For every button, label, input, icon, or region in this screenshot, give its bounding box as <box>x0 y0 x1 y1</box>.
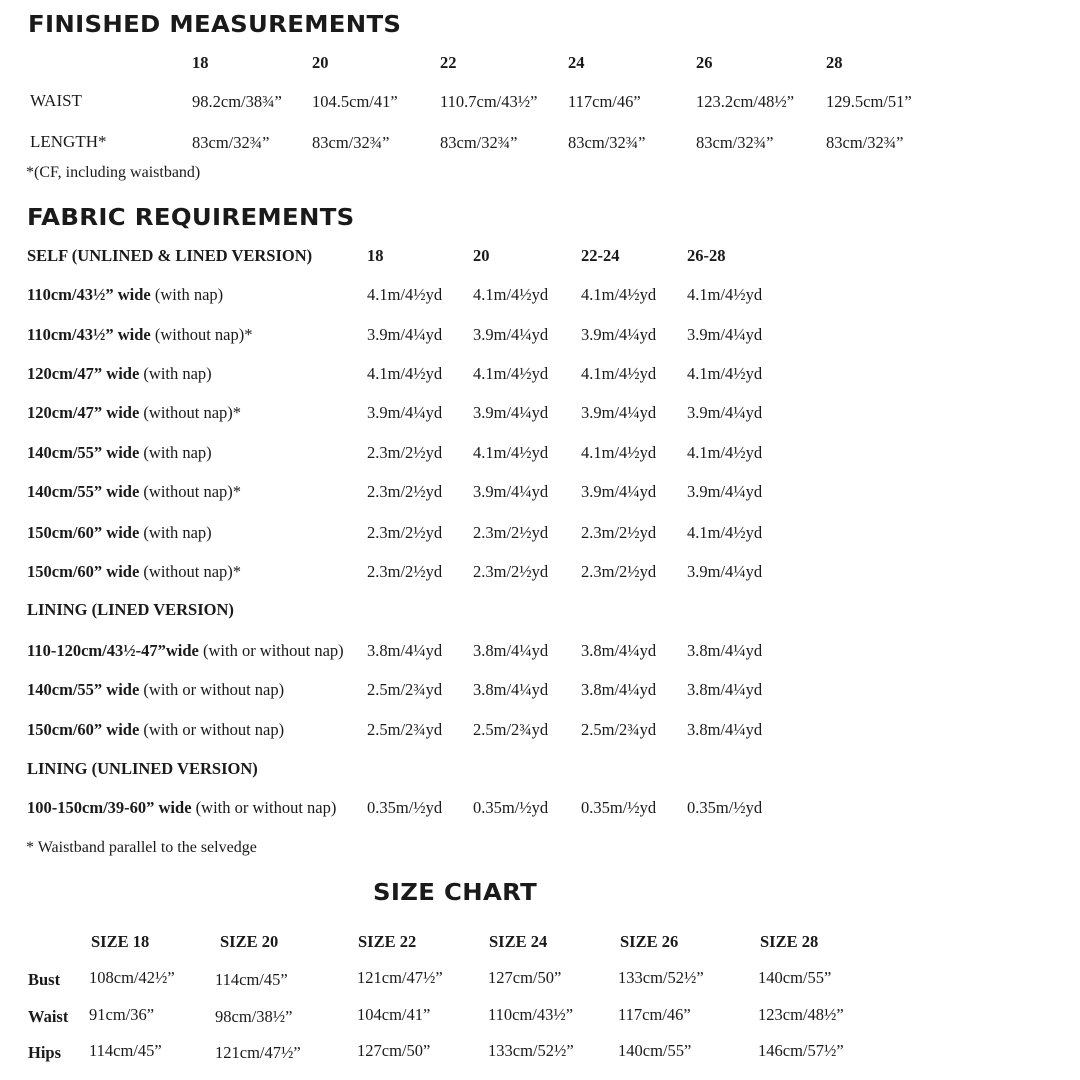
fabric-cell: 3.8m/4¼yd <box>581 680 657 699</box>
fabric-row-label <box>27 403 241 423</box>
fabric-row-label <box>27 641 344 661</box>
size-chart-header: SIZE 22 <box>358 932 417 951</box>
fabric-cell: 3.8m/4¼yd <box>687 720 763 739</box>
fabric-cell: 2.3m/2½yd <box>473 523 549 542</box>
size-chart-cell: 133cm/52½” <box>488 1041 574 1060</box>
size-chart-row-label: Bust <box>28 970 61 989</box>
size-chart-cell: 127cm/50” <box>488 968 562 987</box>
fabric-nap-detail: (with or without nap) <box>139 720 285 739</box>
fabric-cell: 2.3m/2½yd <box>367 523 443 542</box>
fabric-width: 120cm/47” wide <box>27 364 140 383</box>
fabric-cell: 4.1m/4½yd <box>687 285 763 304</box>
size-chart-header: SIZE 20 <box>220 932 279 951</box>
size-chart-cell: 121cm/47½” <box>215 1043 301 1062</box>
fabric-cell: 4.1m/4½yd <box>581 285 657 304</box>
size-chart-cell: 114cm/45” <box>89 1041 162 1060</box>
fabric-cell: 3.8m/4¼yd <box>581 641 657 660</box>
fabric-cell: 2.5m/2¾yd <box>367 680 443 699</box>
finished-size-header: 24 <box>568 53 585 72</box>
fabric-nap-detail: (with or without nap) <box>191 798 337 817</box>
fabric-cell: 4.1m/4½yd <box>367 285 443 304</box>
finished-footnote: *(CF, including waistband) <box>26 164 201 181</box>
finished-cell: 83cm/32¾” <box>312 133 390 152</box>
finished-cell: 83cm/32¾” <box>440 133 518 152</box>
size-chart-cell: 140cm/55” <box>618 1041 692 1060</box>
fabric-row-label <box>27 680 284 700</box>
fabric-cell: 2.3m/2½yd <box>581 523 657 542</box>
fabric-nap-detail: (with or without nap) <box>198 641 344 660</box>
fabric-nap-detail: (without nap)* <box>139 562 242 581</box>
self-section-label: SELF (UNLINED & LINED VERSION) <box>27 246 313 265</box>
finished-cell: 129.5cm/51” <box>826 92 912 111</box>
finished-size-header: 28 <box>826 53 843 72</box>
size-chart-heading: SIZE CHART <box>373 880 538 906</box>
size-chart-cell: 146cm/57½” <box>758 1041 844 1060</box>
fabric-row-label <box>27 523 212 543</box>
size-chart-row-label: Hips <box>28 1043 62 1062</box>
fabric-row-label <box>27 285 223 305</box>
finished-size-header: 26 <box>696 53 713 72</box>
size-chart-header: SIZE 18 <box>91 932 150 951</box>
fabric-size-header: 20 <box>473 246 490 265</box>
fabric-size-header: 18 <box>367 246 384 265</box>
fabric-cell: 3.9m/4¼yd <box>581 482 657 501</box>
fabric-size-header: 22-24 <box>581 246 620 265</box>
size-chart-cell: 98cm/38½” <box>215 1007 293 1026</box>
fabric-cell: 3.9m/4¼yd <box>687 403 763 422</box>
fabric-cell: 4.1m/4½yd <box>473 285 549 304</box>
size-chart-cell: 91cm/36” <box>89 1005 155 1024</box>
fabric-cell: 4.1m/4½yd <box>581 364 657 383</box>
fabric-cell: 3.8m/4¼yd <box>473 641 549 660</box>
finished-size-header: 22 <box>440 53 457 72</box>
fabric-cell: 4.1m/4½yd <box>473 443 549 462</box>
fabric-cell: 3.8m/4¼yd <box>473 680 549 699</box>
finished-cell: 83cm/32¾” <box>826 133 904 152</box>
fabric-cell: 3.9m/4¼yd <box>581 325 657 344</box>
finished-cell: 117cm/46” <box>568 92 641 111</box>
fabric-footnote: * Waistband parallel to the selvedge <box>26 839 257 856</box>
size-chart-cell: 140cm/55” <box>758 968 832 987</box>
fabric-cell: 3.8m/4¼yd <box>367 641 443 660</box>
size-chart-cell: 127cm/50” <box>357 1041 431 1060</box>
fabric-cell: 3.8m/4¼yd <box>687 680 763 699</box>
fabric-cell: 2.5m/2¾yd <box>367 720 443 739</box>
fabric-cell: 2.5m/2¾yd <box>581 720 657 739</box>
fabric-width: 150cm/60” wide <box>27 523 140 542</box>
size-chart-cell: 121cm/47½” <box>357 968 443 987</box>
fabric-cell: 3.9m/4¼yd <box>687 482 763 501</box>
fabric-cell: 2.5m/2¾yd <box>473 720 549 739</box>
fabric-width: 110cm/43½” wide <box>27 325 151 344</box>
fabric-row-label <box>27 364 212 384</box>
fabric-cell: 4.1m/4½yd <box>687 443 763 462</box>
fabric-cell: 3.9m/4¼yd <box>367 325 443 344</box>
fabric-cell: 3.9m/4¼yd <box>473 325 549 344</box>
fabric-cell: 3.9m/4¼yd <box>473 403 549 422</box>
fabric-width: 150cm/60” wide <box>27 720 140 739</box>
fabric-cell: 4.1m/4½yd <box>367 364 443 383</box>
unlined-section-label: LINING (UNLINED VERSION) <box>27 759 258 778</box>
size-chart-header: SIZE 28 <box>760 932 819 951</box>
fabric-row-label <box>27 798 336 818</box>
fabric-width: 120cm/47” wide <box>27 403 140 422</box>
fabric-cell: 2.3m/2½yd <box>367 482 443 501</box>
finished-size-header: 18 <box>192 53 209 72</box>
fabric-requirements-heading: FABRIC REQUIREMENTS <box>27 205 355 231</box>
fabric-row-label <box>27 325 252 345</box>
finished-row-label: WAIST <box>30 91 82 110</box>
fabric-cell: 0.35m/½yd <box>581 798 657 817</box>
fabric-cell: 3.9m/4¼yd <box>687 562 763 581</box>
size-chart-cell: 108cm/42½” <box>89 968 175 987</box>
finished-cell: 83cm/32¾” <box>568 133 646 152</box>
size-chart-cell: 110cm/43½” <box>488 1005 574 1024</box>
fabric-nap-detail: (with or without nap) <box>139 680 285 699</box>
fabric-cell: 3.9m/4¼yd <box>473 482 549 501</box>
finished-cell: 98.2cm/38¾” <box>192 92 282 111</box>
size-chart-row-label: Waist <box>28 1007 69 1026</box>
size-chart-header: SIZE 24 <box>489 932 548 951</box>
fabric-nap-detail: (without nap)* <box>150 325 253 344</box>
finished-size-header: 20 <box>312 53 329 72</box>
fabric-cell: 2.3m/2½yd <box>367 443 443 462</box>
size-chart-cell: 114cm/45” <box>215 970 288 989</box>
size-chart-cell: 117cm/46” <box>618 1005 691 1024</box>
fabric-nap-detail: (with nap) <box>139 443 212 462</box>
fabric-nap-detail: (without nap)* <box>139 482 242 501</box>
fabric-cell: 3.8m/4¼yd <box>687 641 763 660</box>
finished-measurements-heading: FINISHED MEASUREMENTS <box>28 12 402 38</box>
fabric-width: 140cm/55” wide <box>27 680 140 699</box>
finished-cell: 83cm/32¾” <box>696 133 774 152</box>
finished-cell: 123.2cm/48½” <box>696 92 795 111</box>
fabric-nap-detail: (with nap) <box>150 285 224 304</box>
fabric-cell: 2.3m/2½yd <box>473 562 549 581</box>
fabric-cell: 0.35m/½yd <box>367 798 443 817</box>
fabric-cell: 2.3m/2½yd <box>581 562 657 581</box>
fabric-cell: 0.35m/½yd <box>473 798 549 817</box>
finished-cell: 83cm/32¾” <box>192 133 270 152</box>
fabric-cell: 2.3m/2½yd <box>367 562 443 581</box>
size-chart-cell: 133cm/52½” <box>618 968 704 987</box>
fabric-row-label <box>27 443 212 463</box>
lined-section-label: LINING (LINED VERSION) <box>27 600 234 619</box>
fabric-cell: 3.9m/4¼yd <box>367 403 443 422</box>
fabric-row-label <box>27 562 241 582</box>
fabric-nap-detail: (without nap)* <box>139 403 242 422</box>
fabric-row-label <box>27 482 241 502</box>
size-chart-cell: 123cm/48½” <box>758 1005 844 1024</box>
size-chart-cell: 104cm/41” <box>357 1005 431 1024</box>
fabric-cell: 4.1m/4½yd <box>687 523 763 542</box>
size-chart-header: SIZE 26 <box>620 932 679 951</box>
finished-cell: 104.5cm/41” <box>312 92 398 111</box>
fabric-width: 140cm/55” wide <box>27 482 140 501</box>
fabric-cell: 3.9m/4¼yd <box>687 325 763 344</box>
fabric-row-label <box>27 720 284 740</box>
fabric-cell: 4.1m/4½yd <box>473 364 549 383</box>
finished-row-label: LENGTH* <box>30 132 107 151</box>
fabric-cell: 4.1m/4½yd <box>687 364 763 383</box>
finished-cell: 110.7cm/43½” <box>440 92 538 111</box>
fabric-width: 110-120cm/43½-47”wide <box>27 641 199 660</box>
fabric-nap-detail: (with nap) <box>139 364 212 383</box>
fabric-cell: 4.1m/4½yd <box>581 443 657 462</box>
fabric-size-header: 26-28 <box>687 246 726 265</box>
fabric-width: 100-150cm/39-60” wide <box>27 798 192 817</box>
fabric-cell: 0.35m/½yd <box>687 798 763 817</box>
fabric-nap-detail: (with nap) <box>139 523 212 542</box>
fabric-width: 140cm/55” wide <box>27 443 140 462</box>
fabric-cell: 3.9m/4¼yd <box>581 403 657 422</box>
fabric-width: 110cm/43½” wide <box>27 285 151 304</box>
fabric-width: 150cm/60” wide <box>27 562 140 581</box>
